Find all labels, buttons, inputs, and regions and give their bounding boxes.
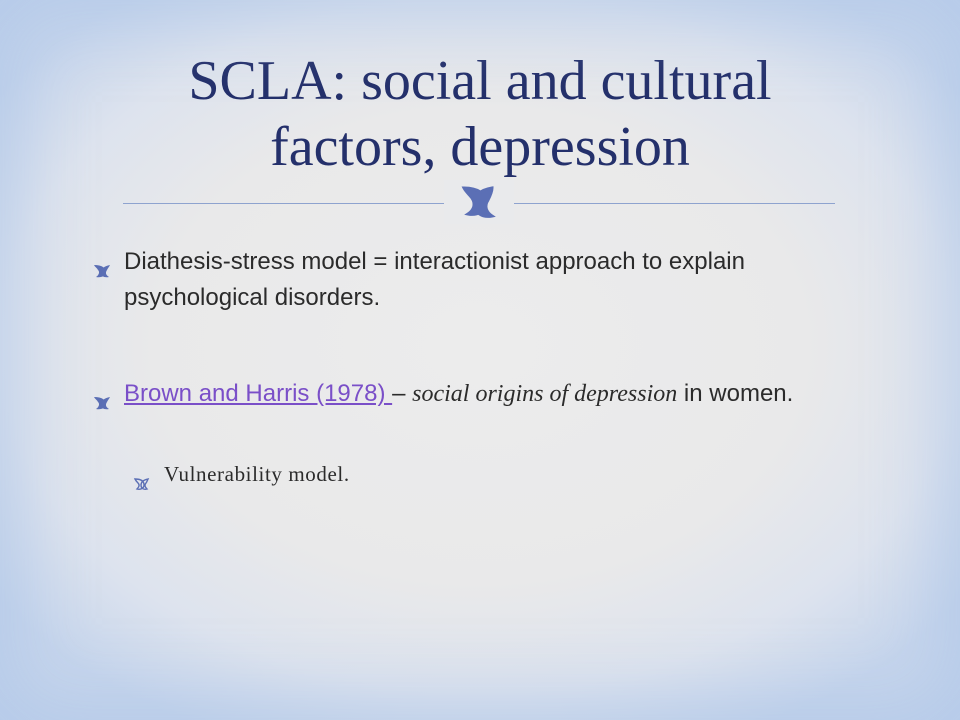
- slide-title-line-2: factors, depression: [270, 116, 690, 178]
- bullet-item-2: [88, 376, 848, 412]
- bullet-dash: –: [392, 380, 413, 407]
- swirl-ornament-icon: [444, 180, 514, 224]
- bullet-italic-text: social origins of depression: [412, 381, 678, 407]
- swirl-bullet-icon: [88, 254, 114, 290]
- slide-title-line-1: SCLA: social and cultural: [188, 50, 772, 112]
- bullet-item-1: [88, 244, 848, 316]
- bullet-rest-text: in women.: [677, 380, 794, 407]
- sub-bullet-text-1: Vulnerability model.: [164, 462, 350, 486]
- swirl-bullet-icon: [88, 386, 114, 422]
- bullet-text-2: [88, 376, 848, 412]
- swirl-sub-bullet-icon: [130, 468, 152, 500]
- sub-bullet-item-1: [130, 458, 830, 490]
- slide-title: [60, 48, 900, 180]
- bullet-text-1: Diathesis-stress model = interactionist approach to explain psychological disorders.: [124, 248, 745, 311]
- brown-harris-reference-link[interactable]: Brown and Harris (1978): [124, 380, 393, 407]
